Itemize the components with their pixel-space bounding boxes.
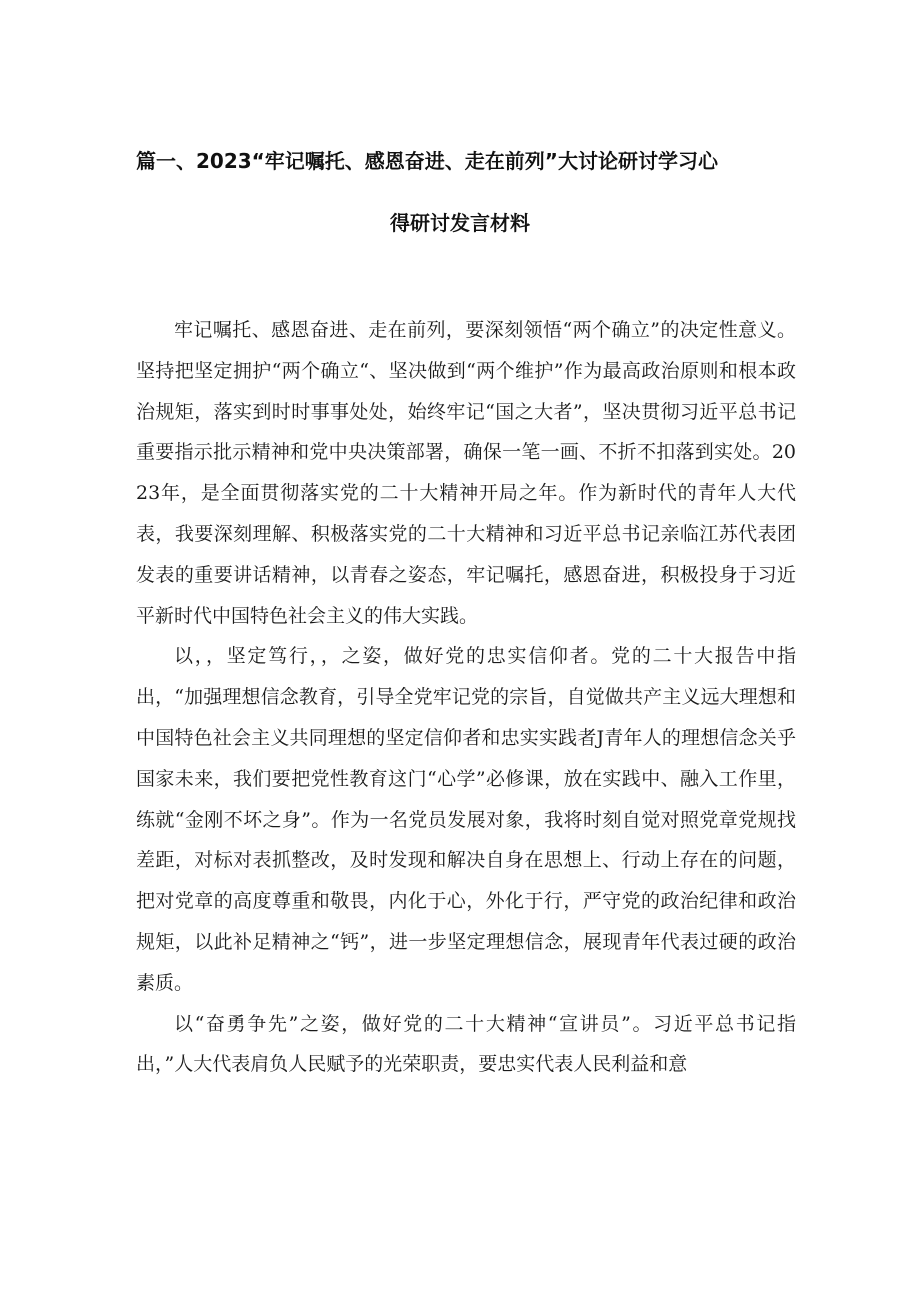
document-body — [136, 310, 796, 1085]
paragraph-2: 以，，坚定笃行，，之姿，做好党的忠实信仰者。党的二十大报告中指出，“加强理想信念教育，引导全党牢记党的宗旨，自觉做共产主义远大理想和中国特色社会主义共同理想的坚定信仰者和忠实实践者J青年人的理想信念关乎国家未来，我们要把党性教育这门“心学”必修课，放在实践中、融入工作里，练就“金刚不坏之身”。作为一名党员发展对象，我将时刻自觉对照党章党规找差距，对标对表抓整改，及时发现和解决自身在思想上、行动上存在的问题，把对党章的高度尊重和敬畏，内化于心，外化于行，严守党的政治纪律和政治规矩，以此补足精神之“钙”，进一步坚定理想信念，展现青年代表过硬的政治素质。 — [136, 645, 796, 994]
paragraph-1: 牢记嘱托、感恩奋进、走在前列，要深刻领悟“两个确立”的决定性意义。坚持把坚定拥护“两个确立“、坚决做到“两个维护”作为最高政治原则和根本政治规矩，落实到时时事事处处，始终牢记“国之大者”，坚决贯彻习近平总书记重要指示批示精神和党中央决策部署，确保一笔一画、不折不扣落到实处。2023年，是全面贯彻落实党的二十大精神开局之年。作为新时代的青年人大代表，我要深刻理解、积极落实党的二十大精神和习近平总书记亲临江苏代表团发表的重要讲话精神，以青春之姿态，牢记嘱托，感恩奋进，积极投身于习近平新时代中国特色社会主义的伟大实践。 — [136, 319, 796, 627]
paragraph-3: 以“奋勇争先”之姿，做好党的二十大精神“宣讲员”。习近平总书记指出，”人大代表肩负人民赋予的光荣职责，要忠实代表人民利益和意 — [136, 1012, 796, 1076]
document-title-line-1: 篇一、2023“牢记嘱托、感恩奋进、走在前列”大讨论研讨学习心 — [136, 149, 718, 173]
document-title-line-2: 得研讨发言材料 — [390, 211, 530, 235]
